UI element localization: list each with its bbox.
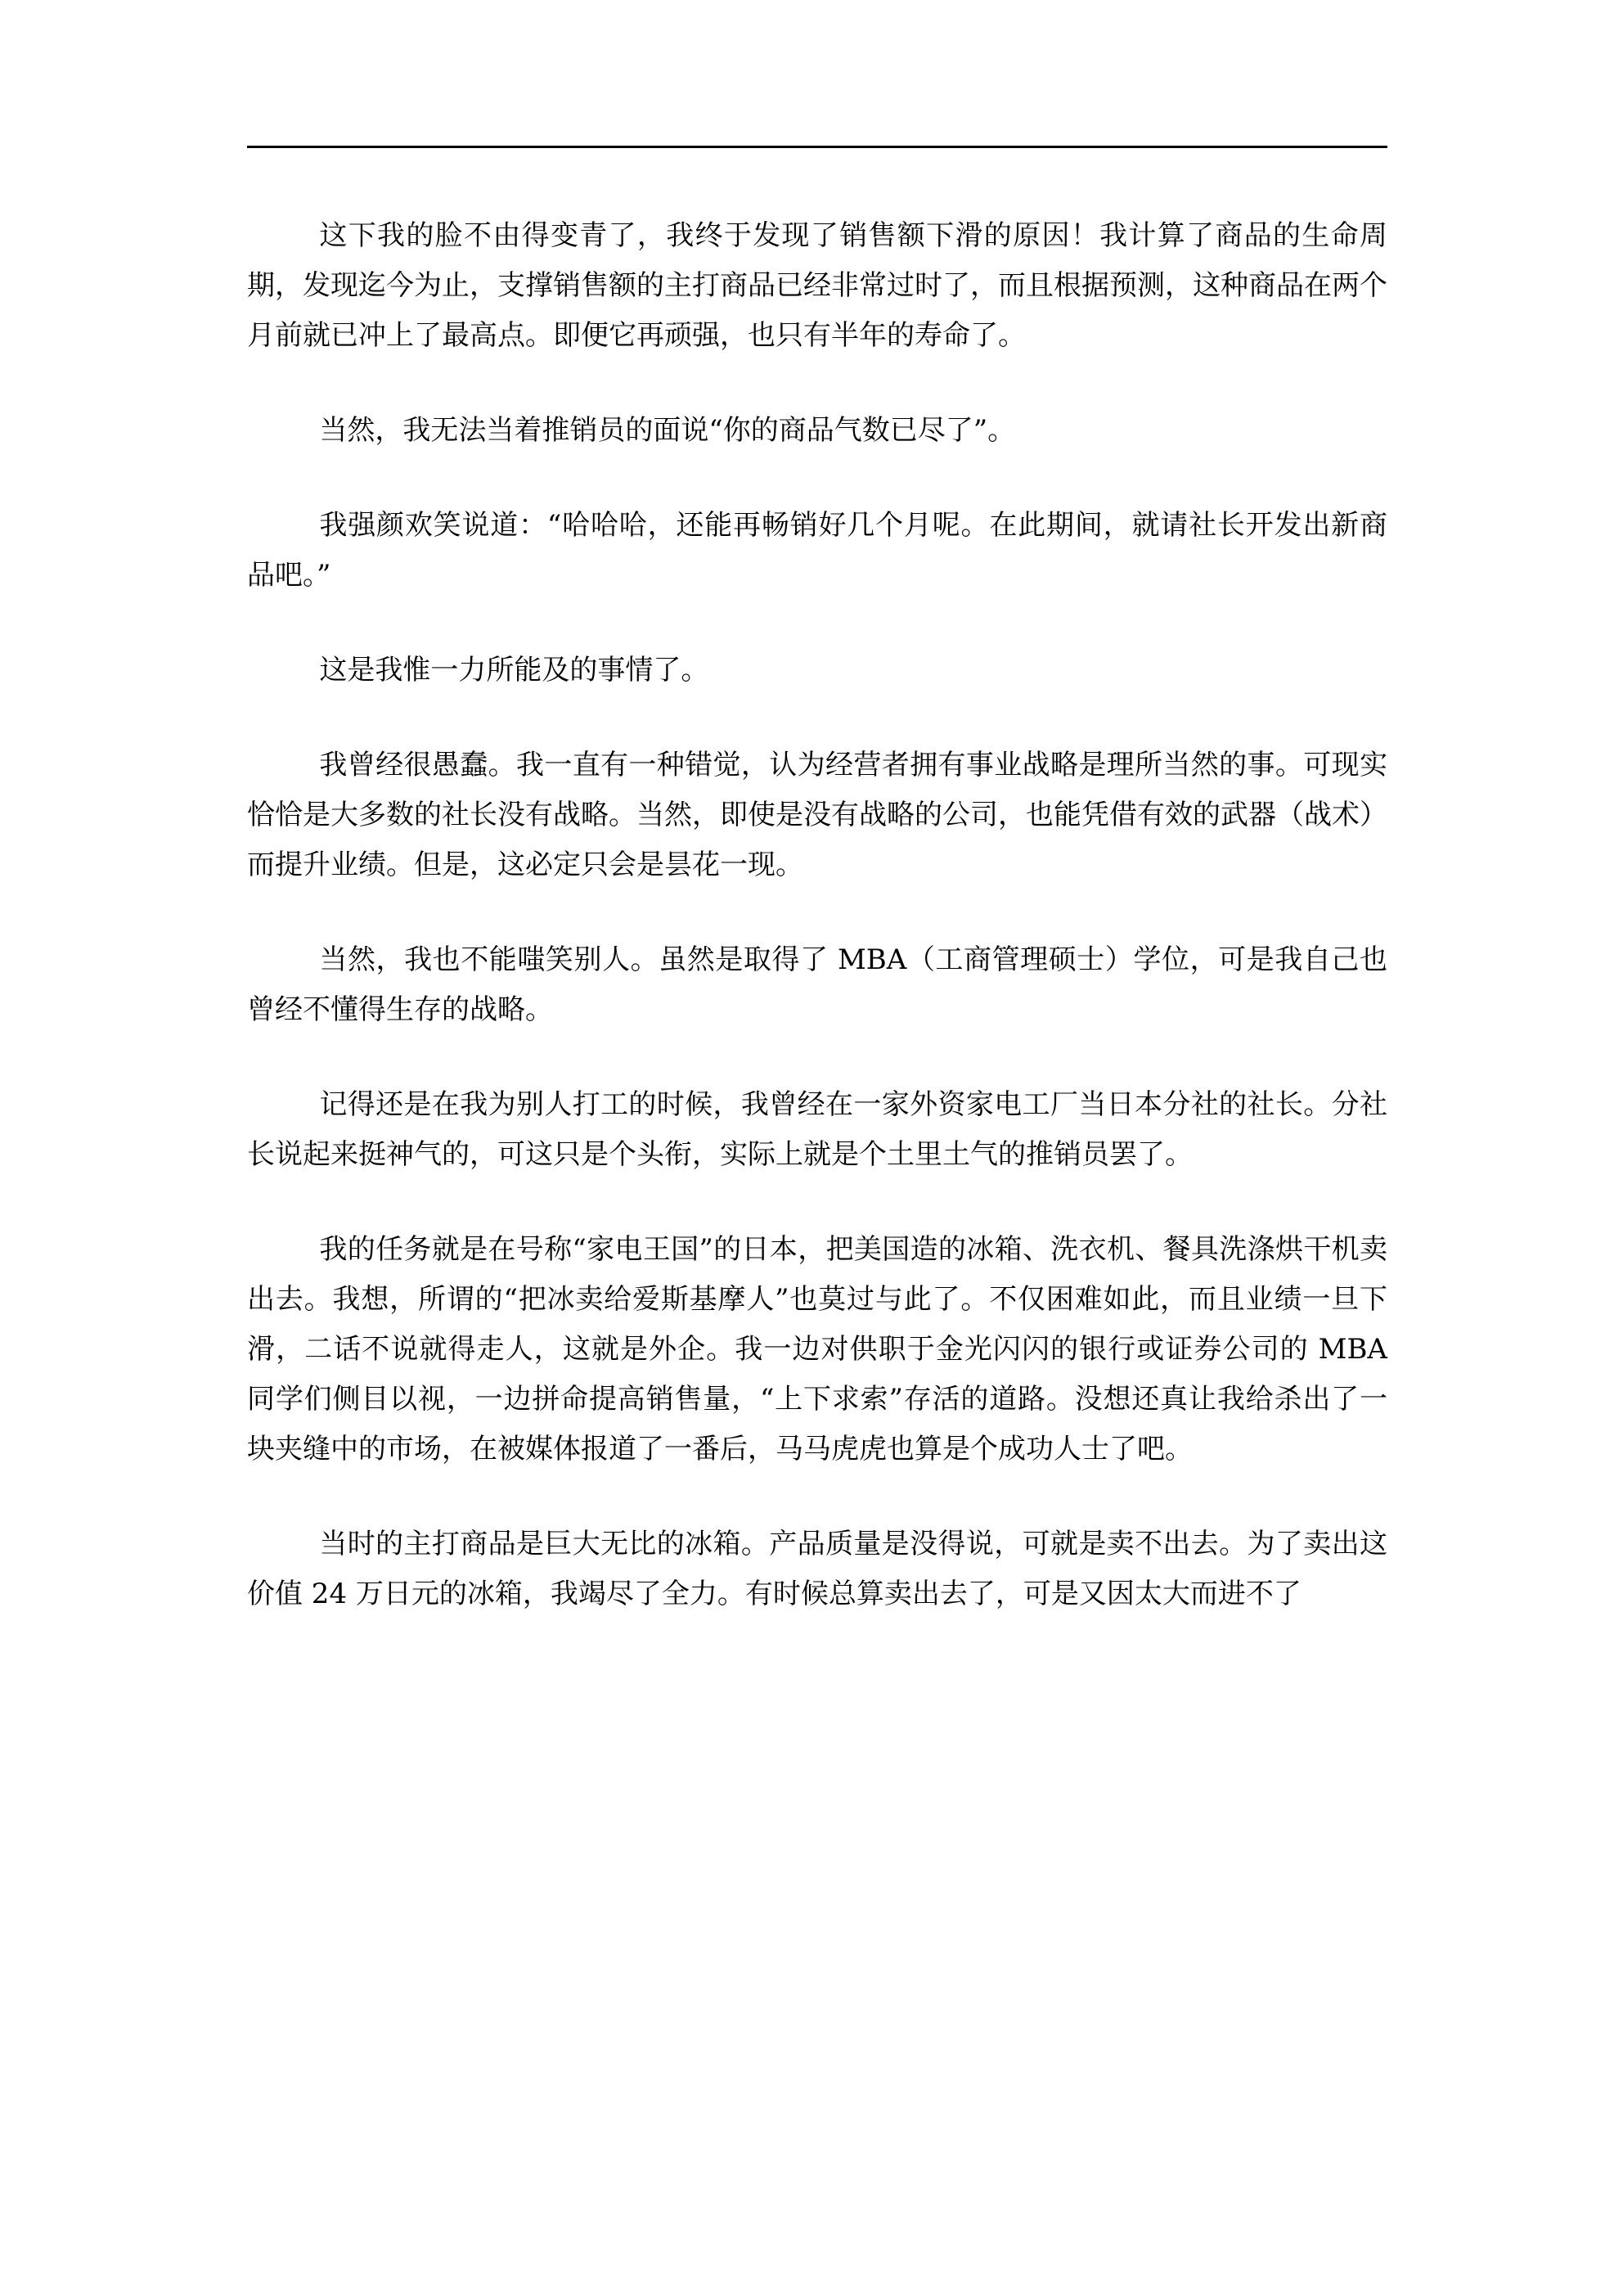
paragraph: 我的任务就是在号称“家电王国”的日本，把美国造的冰箱、洗衣机、餐具洗涤烘干机卖出去。我想，所谓的“把冰卖给爱斯基摩人”也莫过与此了。不仅困难如此，而且业绩一旦下滑，二话不说就得走人，这就是外企。我一边对供职于金光闪闪的银行或证券公司的 MBA 同学们侧目以视，一边拼命提高销售量，“上下求索”存活的道路。没想还真让我给杀出了一块夹缝中的市场，在被媒体报道了一番后，马马虎虎也算是个成功人士了吧。 xyxy=(247,1233,1387,1465)
header-rule xyxy=(247,146,1387,148)
paragraph: 这下我的脸不由得变青了，我终于发现了销售额下滑的原因！我计算了商品的生命周期，发现迄今为止，支撑销售额的主打商品已经非常过时了，而且根据预测，这种商品在两个月前就已冲上了最高点。即便它再顽强，也只有半年的寿命了。 xyxy=(247,219,1387,352)
paragraph: 当然，我无法当着推销员的面说“你的商品气数已尽了”。 xyxy=(319,414,1016,447)
paragraph: 记得还是在我为别人打工的时候，我曾经在一家外资家电工厂当日本分社的社长。分社长说起来挺神气的，可这只是个头衔，实际上就是个土里土气的推销员罢了。 xyxy=(247,1088,1387,1171)
paragraph: 当时的主打商品是巨大无比的冰箱。产品质量是没得说，可就是卖不出去。为了卖出这价值 24 万日元的冰箱，我竭尽了全力。有时候总算卖出去了，可是又因太大而进不了 xyxy=(247,1528,1387,1610)
paragraph: 我强颜欢笑说道：“哈哈哈，还能再畅销好几个月呢。在此期间，就请社长开发出新商品吧。” xyxy=(247,509,1387,592)
paragraph: 我曾经很愚蠢。我一直有一种错觉，认为经营者拥有事业战略是理所当然的事。可现实恰恰是大多数的社长没有战略。当然，即使是没有战略的公司，也能凭借有效的武器（战术）而提升业绩。但是，这必定只会是昙花一现。 xyxy=(247,749,1387,881)
paragraph: 当然，我也不能嗤笑别人。虽然是取得了 MBA（工商管理硕士）学位，可是我自己也曾经不懂得生存的战略。 xyxy=(247,943,1387,1026)
paragraph: 这是我惟一力所能及的事情了。 xyxy=(319,654,709,687)
body-text xyxy=(247,211,1387,1664)
